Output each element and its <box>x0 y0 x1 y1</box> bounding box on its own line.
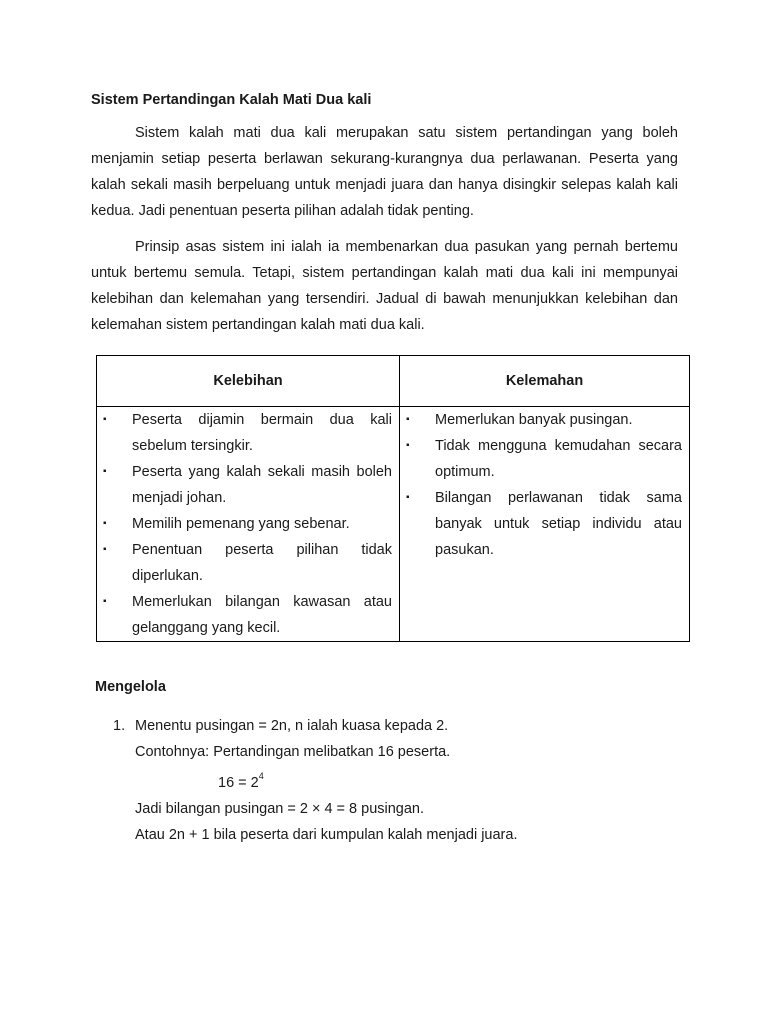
principle-paragraph: Prinsip asas sistem ini ialah ia membenarkan dua pasukan yang pernah bertemu untuk bertemu semula. Tetapi, sistem pertandingan kalah mati dua kali ini mempunyai kelebihan dan kelemahan yang tersendiri. Jadual di bawah menunjukkan kelebihan dan kelemahan sistem pertandingan kalah mati dua kali. <box>91 239 678 333</box>
list-item-text: Peserta dijamin bermain dua kali sebelum tersingkir. <box>132 412 392 454</box>
step-number: 1. <box>113 718 126 734</box>
alternative-line: Atau 2n + 1 bila peserta dari kumpulan kalah menjadi juara. <box>135 826 518 843</box>
list-item <box>406 433 682 485</box>
list-item-text: Penentuan peserta pilihan tidak diperlukan. <box>132 542 392 584</box>
list-item-text: Memilih pemenang yang sebenar. <box>132 516 350 532</box>
table-body-row <box>97 407 690 642</box>
list-item <box>103 589 392 641</box>
bullet-icon: ▪ <box>103 518 107 529</box>
formula-exponent: 4 <box>258 771 264 781</box>
kelebihan-cell <box>97 407 400 642</box>
bullet-icon: ▪ <box>103 414 107 425</box>
formula-line <box>113 765 517 796</box>
header-kelebihan: Kelebihan <box>97 356 400 407</box>
bullet-icon: ▪ <box>103 596 107 607</box>
kelebihan-list <box>97 407 399 641</box>
list-item <box>406 485 682 563</box>
list-item <box>103 459 392 511</box>
list-item-text: Memerlukan banyak pusingan. <box>435 412 633 428</box>
step-text: Menentu pusingan = 2n, n ialah kuasa kepada 2. <box>135 718 449 734</box>
bullet-icon: ▪ <box>103 466 107 477</box>
list-item <box>103 407 392 459</box>
list-item-text: Peserta yang kalah sekali masih boleh menjadi johan. <box>132 464 392 506</box>
kelemahan-list <box>400 407 689 563</box>
table-header-row <box>97 356 690 407</box>
comparison-table <box>96 355 690 642</box>
section-heading: Mengelola <box>95 679 166 695</box>
header-kelemahan: Kelemahan <box>400 356 690 407</box>
kelemahan-cell <box>400 407 690 642</box>
list-item <box>103 511 392 537</box>
list-item-text: Tidak mengguna kemudahan secara optimum. <box>435 438 682 480</box>
steps-list <box>113 713 517 848</box>
result-line: Jadi bilangan pusingan = 2 × 4 = 8 pusingan. <box>135 800 425 817</box>
bullet-icon: ▪ <box>406 440 410 451</box>
list-item-text: Bilangan perlawanan tidak sama banyak untuk setiap individu atau pasukan. <box>435 490 682 558</box>
bullet-icon: ▪ <box>406 492 410 503</box>
formula-base: 16 = 2 <box>218 774 259 791</box>
list-item <box>103 537 392 589</box>
bullet-icon: ▪ <box>406 414 410 425</box>
document-title: Sistem Pertandingan Kalah Mati Dua kali <box>91 92 372 108</box>
example-line: Contohnya: Pertandingan melibatkan 16 peserta. <box>135 744 451 760</box>
list-item <box>406 407 682 433</box>
bullet-icon: ▪ <box>103 544 107 555</box>
step-line-1 <box>113 713 517 739</box>
intro-paragraph: Sistem kalah mati dua kali merupakan satu sistem pertandingan yang boleh menjamin setiap peserta berlawan sekurang-kurangnya dua perlawanan. Peserta yang kalah sekali masih berpeluang untuk menjadi juara dan hanya disingkir selepas kalah kali kedua. Jadi penentuan peserta pilihan adalah tidak penting. <box>91 125 678 219</box>
list-item-text: Memerlukan bilangan kawasan atau gelanggang yang kecil. <box>132 594 392 636</box>
